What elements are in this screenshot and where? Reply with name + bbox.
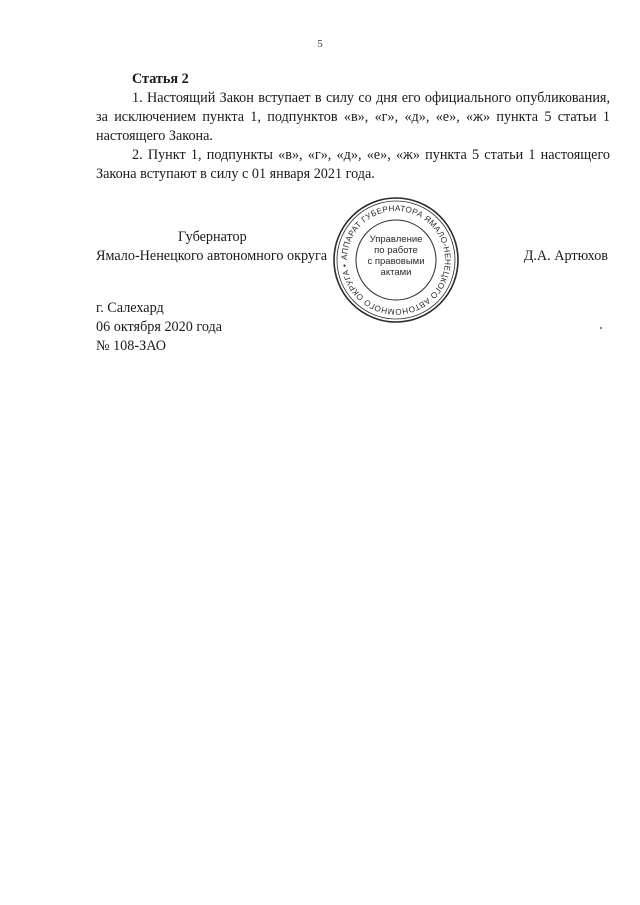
seal-center-line: Управление bbox=[369, 234, 423, 245]
seal-center-line: по работе bbox=[374, 245, 418, 256]
footer-place: г. Салехард bbox=[96, 300, 164, 316]
signature-name: Д.А. Артюхов bbox=[523, 248, 608, 264]
footer-block bbox=[96, 299, 222, 356]
seal-center-line: актами bbox=[380, 267, 412, 278]
article-paragraph: 2. Пункт 1, подпункты «в», «г», «д», «е», «ж» пункта 5 статьи 1 настоящего Закона вступают в силу с 01 января 2021 года. bbox=[96, 147, 610, 182]
footer-date: 06 октября 2020 года bbox=[96, 319, 223, 335]
article-title: Статья 2 bbox=[132, 71, 189, 87]
article-block bbox=[96, 70, 610, 184]
signature-position-title: Губернатор bbox=[178, 229, 247, 245]
seal-center-line: с правовыми bbox=[367, 256, 425, 267]
signature-position-region: Ямало-Ненецкого автономного округа bbox=[96, 248, 328, 264]
signature-position bbox=[96, 228, 327, 266]
official-seal bbox=[332, 196, 460, 324]
seal-center-text bbox=[332, 234, 460, 278]
page-number: 5 bbox=[317, 38, 323, 50]
seal-ring-text: АППАРАТ ГУБЕРНАТОРА ЯМАЛО-НЕНЕЦКОГО АВТОНОМНОГО ОКРУГА • bbox=[339, 203, 453, 317]
article-paragraph: 1. Настоящий Закон вступает в силу со дня его официального опубликования, за исключением пункта 1, подпунктов «в», «г», «д», «е», «ж» пункта 5 статьи 1 настоящего Закона. bbox=[96, 90, 610, 144]
footer-number: № 108-ЗАО bbox=[96, 338, 166, 354]
stray-mark bbox=[600, 327, 602, 329]
